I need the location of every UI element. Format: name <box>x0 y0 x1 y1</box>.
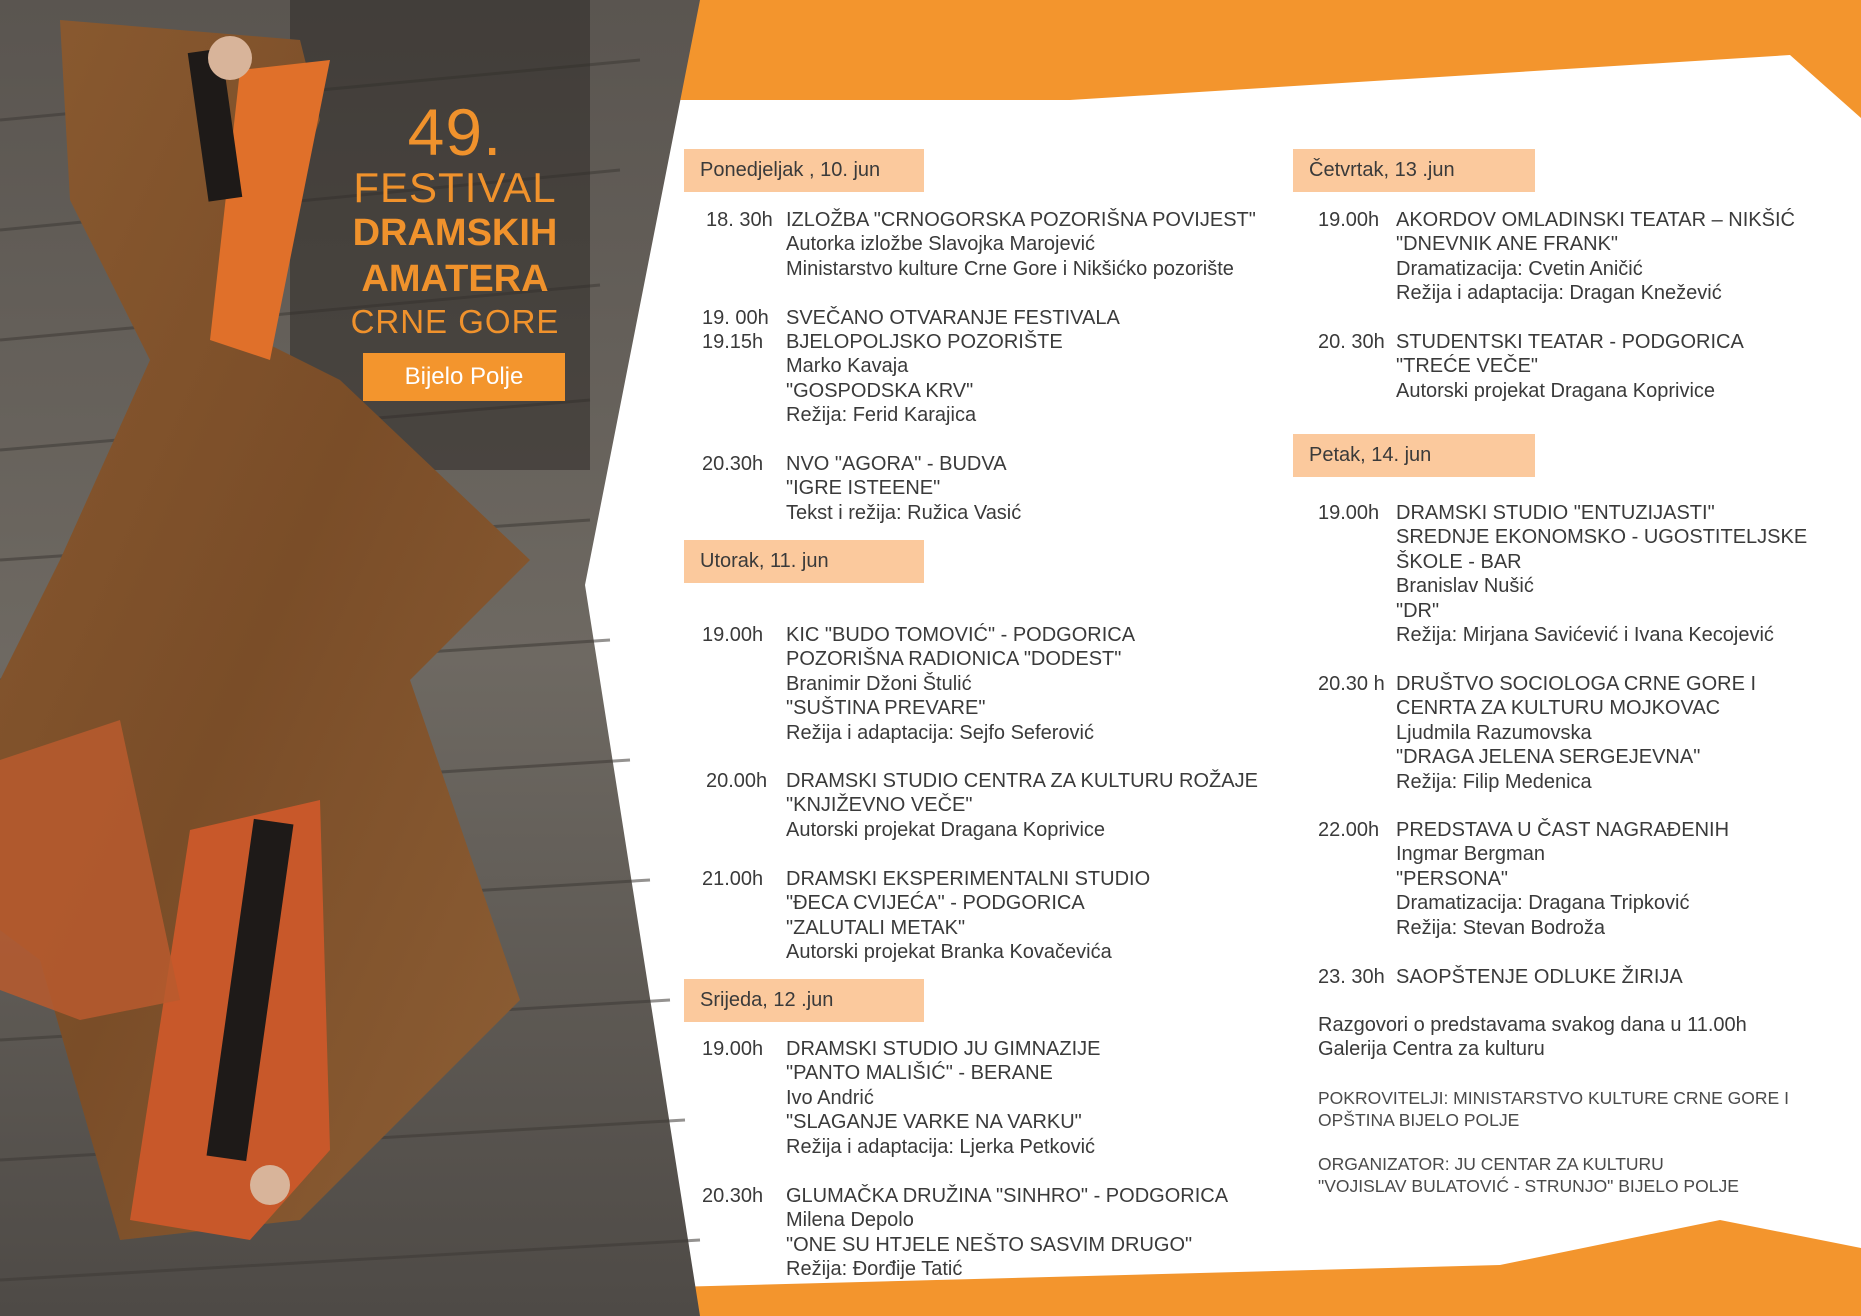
festival-title <box>340 95 570 342</box>
event-line: "DRAGA JELENA SERGEJEVNA" <box>1396 746 1701 769</box>
sponsors-note <box>1318 1087 1789 1131</box>
organizer-line: ORGANIZATOR: JU CENTAR ZA KULTURU <box>1318 1154 1664 1174</box>
event-line: "SUŠTINA PREVARE" <box>786 697 986 720</box>
event-line: "TREĆE VEČE" <box>1396 355 1539 378</box>
event-line: KIC "BUDO TOMOVIĆ" - PODGORICA <box>786 624 1136 646</box>
talks-line: Razgovori o predstavama svakog dana u 11.00h <box>1318 1014 1747 1036</box>
event-time: 23. 30h <box>1318 966 1385 988</box>
talks-note <box>1318 1013 1747 1062</box>
event-line: "PANTO MALIŠIĆ" - BERANE <box>786 1062 1053 1085</box>
event-line: Branimir Džoni Štulić <box>786 672 972 695</box>
event-time: 22.00h <box>1318 819 1380 841</box>
event-line: Režija: Filip Medenica <box>1396 770 1592 793</box>
event-time: 19.00h <box>702 1038 764 1060</box>
event-time: 19. 00h <box>702 307 769 329</box>
event-time: 21.00h <box>702 868 764 890</box>
event-line: Tekst i režija: Ružica Vasić <box>786 501 1022 524</box>
event-time: 18. 30h <box>706 209 773 231</box>
title-line-festival: FESTIVAL <box>353 164 557 211</box>
event-line: Ingmar Bergman <box>1396 843 1545 866</box>
organizer-line: "VOJISLAV BULATOVIĆ - STRUNJO" BIJELO POLJE <box>1318 1176 1739 1196</box>
event-line: "KNJIŽEVNO VEČE" <box>786 794 973 817</box>
event-line: Autorka izložbe Slavojka Marojević <box>786 233 1096 256</box>
event-line: Režija i adaptacija: Ljerka Petković <box>786 1135 1096 1158</box>
event-line: "PERSONA" <box>1396 867 1509 890</box>
event-line: Režija: Mirjana Savićević i Ivana Kecojević <box>1396 623 1774 646</box>
event-line: "DNEVNIK ANE FRANK" <box>1396 233 1619 256</box>
event-line: BJELOPOLJSKO POZORIŠTE <box>786 331 1063 353</box>
event-line: AKORDOV OMLADINSKI TEATAR – NIKŠIĆ <box>1396 209 1795 231</box>
event-line: "ĐECA CVIJEĆA" - PODGORICA <box>786 892 1085 915</box>
talks-line: Galerija Centra za kulturu <box>1318 1038 1545 1061</box>
event-line: CENRTA ZA KULTURU MOJKOVAC <box>1396 697 1721 720</box>
event-line: IZLOŽBA "CRNOGORSKA POZORIŠNA POVIJEST" <box>786 209 1256 231</box>
event-line: DRAMSKI STUDIO JU GIMNAZIJE <box>786 1038 1101 1060</box>
event-line: Autorski projekat Dragana Koprivice <box>786 818 1106 841</box>
event-line: SAOPŠTENJE ODLUKE ŽIRIJA <box>1396 966 1683 988</box>
event-line: Ljudmila Razumovska <box>1396 721 1592 744</box>
event-line: Ministarstvo kulture Crne Gore i Nikšićko pozorište <box>786 257 1234 280</box>
event-line: Autorski projekat Dragana Koprivice <box>1396 379 1716 402</box>
event-line: GLUMAČKA DRUŽINA "SINHRO" - PODGORICA <box>786 1185 1229 1207</box>
event-line: "IGRE ISTEENE" <box>786 477 941 500</box>
event-time: 20.00h <box>706 770 768 792</box>
event-line: DRAMSKI EKSPERIMENTALNI STUDIO <box>786 868 1151 890</box>
top-orange-band <box>560 0 1861 118</box>
event-line: Režija: Đorđije Tatić <box>786 1258 963 1281</box>
organizer-note <box>1318 1153 1739 1197</box>
day-header-tuesday: Utorak, 11. jun <box>684 540 924 583</box>
day-header-friday: Petak, 14. jun <box>1293 434 1535 477</box>
event-time: 20.30h <box>702 453 764 475</box>
event-line: NVO "AGORA" - BUDVA <box>786 453 1007 475</box>
event-time: 20.30 h <box>1318 673 1385 695</box>
event-line: ŠKOLE - BAR <box>1396 550 1522 573</box>
event-line: "ZALUTALI METAK" <box>786 916 966 939</box>
sponsors-line: OPŠTINA BIJELO POLJE <box>1318 1110 1520 1130</box>
event-line: STUDENTSKI TEATAR - PODGORICA <box>1396 331 1744 353</box>
event-time: 20.30h <box>702 1185 764 1207</box>
event-line: Ivo Andrić <box>786 1086 874 1109</box>
event-line: DRAMSKI STUDIO "ENTUZIJASTI" <box>1396 502 1715 524</box>
event-line: SREDNJE EKONOMSKO - UGOSTITELJSKE <box>1396 526 1808 549</box>
event-time: 19.00h <box>1318 209 1380 231</box>
event-line: Dramatizacija: Dragana Tripković <box>1396 892 1690 915</box>
event-line: SVEČANO OTVARANJE FESTIVALA <box>786 307 1120 329</box>
title-line-crne-gore: CRNE GORE <box>350 303 560 340</box>
sponsors-line: POKROVITELJI: MINISTARSTVO KULTURE CRNE GORE I <box>1318 1088 1789 1108</box>
event-time: 19.00h <box>702 624 764 646</box>
event-line: DRUŠTVO SOCIOLOGA CRNE GORE I <box>1396 673 1757 695</box>
event-line: POZORIŠNA RADIONICA "DODEST" <box>786 648 1122 671</box>
event-line: "GOSPODSKA KRV" <box>786 379 974 402</box>
event-line: Branislav Nušić <box>1396 575 1534 598</box>
event-line: "SLAGANJE VARKE NA VARKU" <box>786 1111 1082 1134</box>
event-line: DRAMSKI STUDIO CENTRA ZA KULTURU ROŽAJE <box>786 770 1258 792</box>
title-line-amatera: AMATERA <box>361 258 549 300</box>
event-line: Milena Depolo <box>786 1209 914 1232</box>
event-line: Režija i adaptacija: Sejfo Seferović <box>786 721 1094 744</box>
day-header-wednesday: Srijeda, 12 .jun <box>684 979 924 1022</box>
event-time: 20. 30h <box>1318 331 1385 353</box>
event-line: Dramatizacija: Cvetin Aničić <box>1396 257 1643 280</box>
day-header-thursday: Četvrtak, 13 .jun <box>1293 149 1535 192</box>
day-header-monday: Ponedjeljak , 10. jun <box>684 149 924 192</box>
event-line: Režija i adaptacija: Dragan Knežević <box>1396 282 1722 305</box>
event-line: Autorski projekat Branka Kovačevića <box>786 941 1112 964</box>
event-line: "DR" <box>1396 599 1440 622</box>
event-line: PREDSTAVA U ČAST NAGRAĐENIH <box>1396 819 1730 841</box>
event-line: Režija: Stevan Bodroža <box>1396 916 1606 939</box>
event-time: 19.15h <box>702 331 764 353</box>
festival-number: 49. <box>407 95 503 169</box>
event-time: 19.00h <box>1318 502 1380 524</box>
city-badge: Bijelo Polje <box>363 353 565 401</box>
title-line-dramskih: DRAMSKIH <box>352 212 558 254</box>
event-line: "ONE SU HTJELE NEŠTO SASVIM DRUGO" <box>786 1233 1193 1256</box>
event-line: Marko Kavaja <box>786 355 909 378</box>
event-line: Režija: Ferid Karajica <box>786 404 977 427</box>
